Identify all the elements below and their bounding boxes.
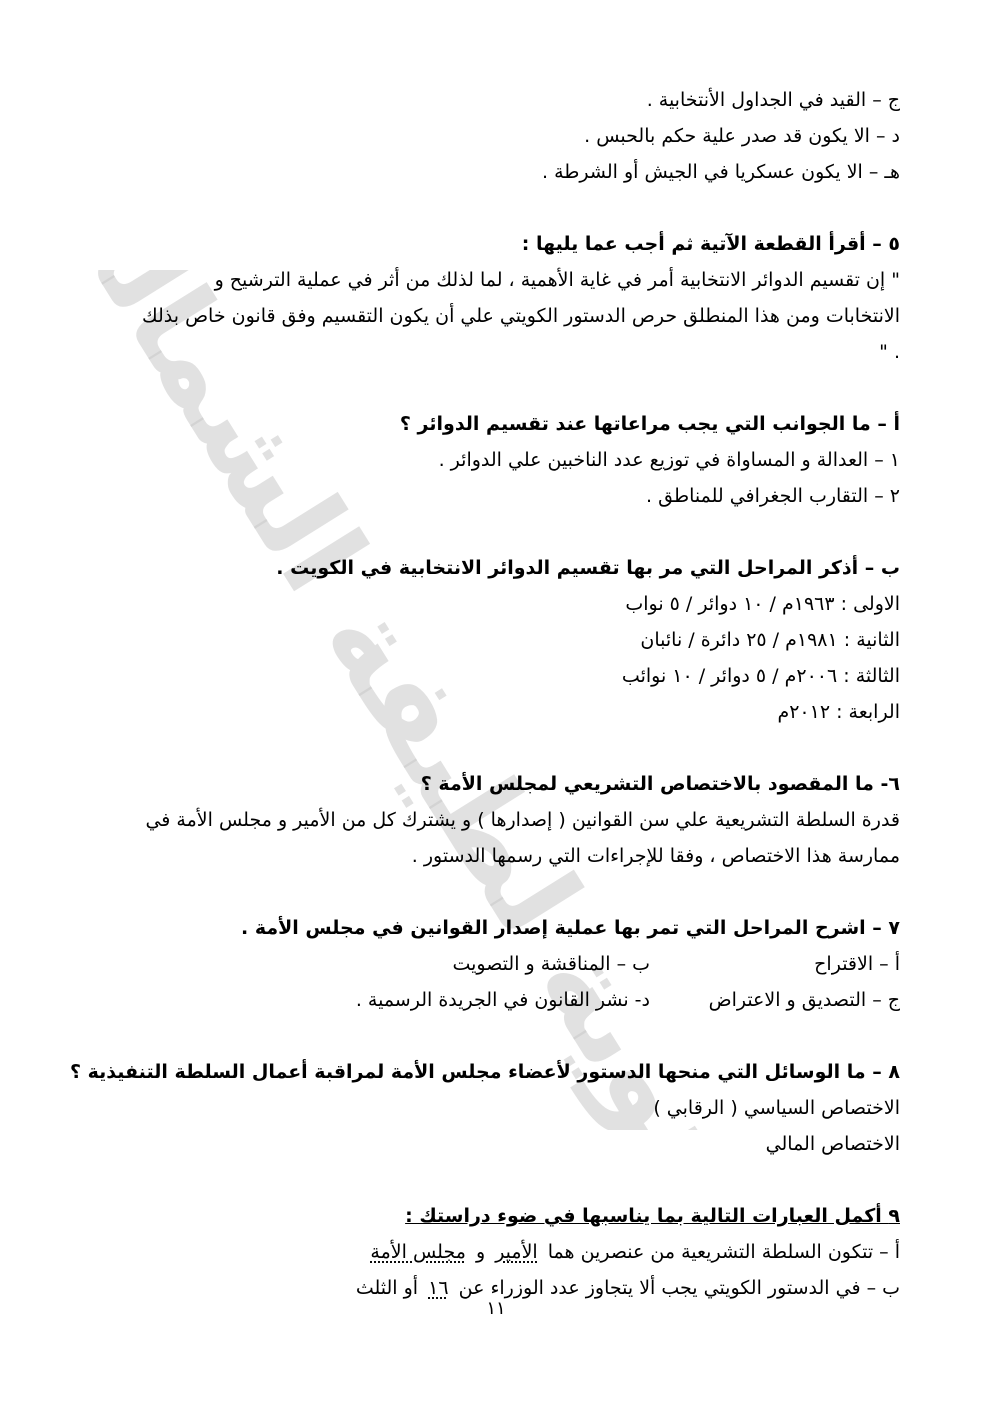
page-number: ١١ [486,1298,506,1319]
q9-b-prefix: ب – في الدستور الكويتي يجب ألا يتجاوز عدد الوزراء عن [458,1277,900,1299]
q9-a-fill-1: الأمير [495,1241,538,1263]
q9-b-fill-2: الثلث [355,1277,398,1299]
q5a-answer-2: ٢ – التقارب الجغرافي للمناطق . [646,485,900,507]
content [69,82,900,1306]
q7-title: ٧ – اشرح المراحل التي تمر بها عملية إصدار القوانين في مجلس الأمة . [241,917,900,939]
q7-item-a: أ – الاقتراح [814,953,900,975]
q4-item-j: ج – القيد في الجداول الأنتخابية . [646,89,900,111]
q5b-answer-1: الاولى : ١٩٦٣م / ١٠ دوائر / ٥ نواب [625,593,900,615]
q5-passage-line-1: " إن تقسيم الدوائر الانتخابية أمر في غاية الأهمية ، لما لذلك من أثر في عملية الترشيح و [214,269,900,291]
q9-title: ٩ أكمل العبارات التالية بما يناسبها في ضوء دراستك : [405,1205,900,1227]
q5b-answer-3: الثالثة : ٢٠٠٦م / ٥ دوائر / ١٠ نوائب [621,665,900,687]
q9-a-fill-2: مجلس الأمة [370,1241,466,1263]
q7-item-d: د- نشر القانون في الجريدة الرسمية . [355,989,650,1011]
q7-row-1 [80,946,900,982]
q4-item-d: د – الا يكون قد صدر علية حكم بالحبس . [584,125,900,147]
q5b-answer-2: الثانية : ١٩٨١م / ٢٥ دائرة / نائبان [640,629,900,651]
q5-title: ٥ – أقرأ القطعة الآتية ثم أجب عما يليها : [521,233,900,255]
q9-a-prefix: أ – تتكون السلطة التشريعية من عنصرين هما [547,1241,900,1263]
q9-b-or: أو [403,1277,419,1299]
q8-title: ٨ – ما الوسائل التي منحها الدستور لأعضاء مجلس الأمة لمراقبة أعمال السلطة التنفيذية ؟ [69,1061,900,1083]
watermark-text: ثانوية لطيفة الشمالي [90,270,710,1130]
q9-b-fill-1: ١٦ [428,1277,449,1299]
q6-answer-line-2: ممارسة هذا الاختصاص ، وفقا للإجراءات التي رسمها الدستور . [411,845,900,867]
q8-answer-2: الاختصاص المالي [765,1133,900,1155]
q5-passage-line-3: " . [879,341,900,363]
q7-item-j: ج – التصديق و الاعتراض [708,989,900,1011]
q9-statement-a [80,1234,900,1270]
q5a-question: أ – ما الجوانب التي يجب مراعاتها عند تقسيم الدوائر ؟ [399,413,900,435]
q7-item-b: ب – المناقشة و التصويت [452,953,650,975]
q8-answer-1: الاختصاص السياسي ( الرقابي ) [653,1097,900,1119]
q6-answer-line-1: قدرة السلطة التشريعية علي سن القوانين ( إصدارها ) و يشترك كل من الأمير و مجلس الأمة في [145,809,900,831]
q5-passage-line-2: الانتخابات ومن هذا المنطلق حرص الدستور الكويتي علي أن يكون التقسيم وفق قانون خاص بذلك [141,305,900,327]
q5b-question: ب – أذكر المراحل التي مر بها تقسيم الدوائر الانتخابية في الكويت . [276,557,900,579]
q9-a-and: و [475,1241,486,1263]
q4-item-h: هـ – الا يكون عسكريا في الجيش أو الشرطة . [542,161,900,183]
q5a-answer-1: ١ – العدالة و المساواة في توزيع عدد الناخبين علي الدوائر . [438,449,900,471]
q6-title: ٦- ما المقصود بالاختصاص التشريعي لمجلس الأمة ؟ [420,773,900,795]
q5b-answer-4: الرابعة : ٢٠١٢م [777,701,900,723]
q7-row-2 [80,982,900,1018]
